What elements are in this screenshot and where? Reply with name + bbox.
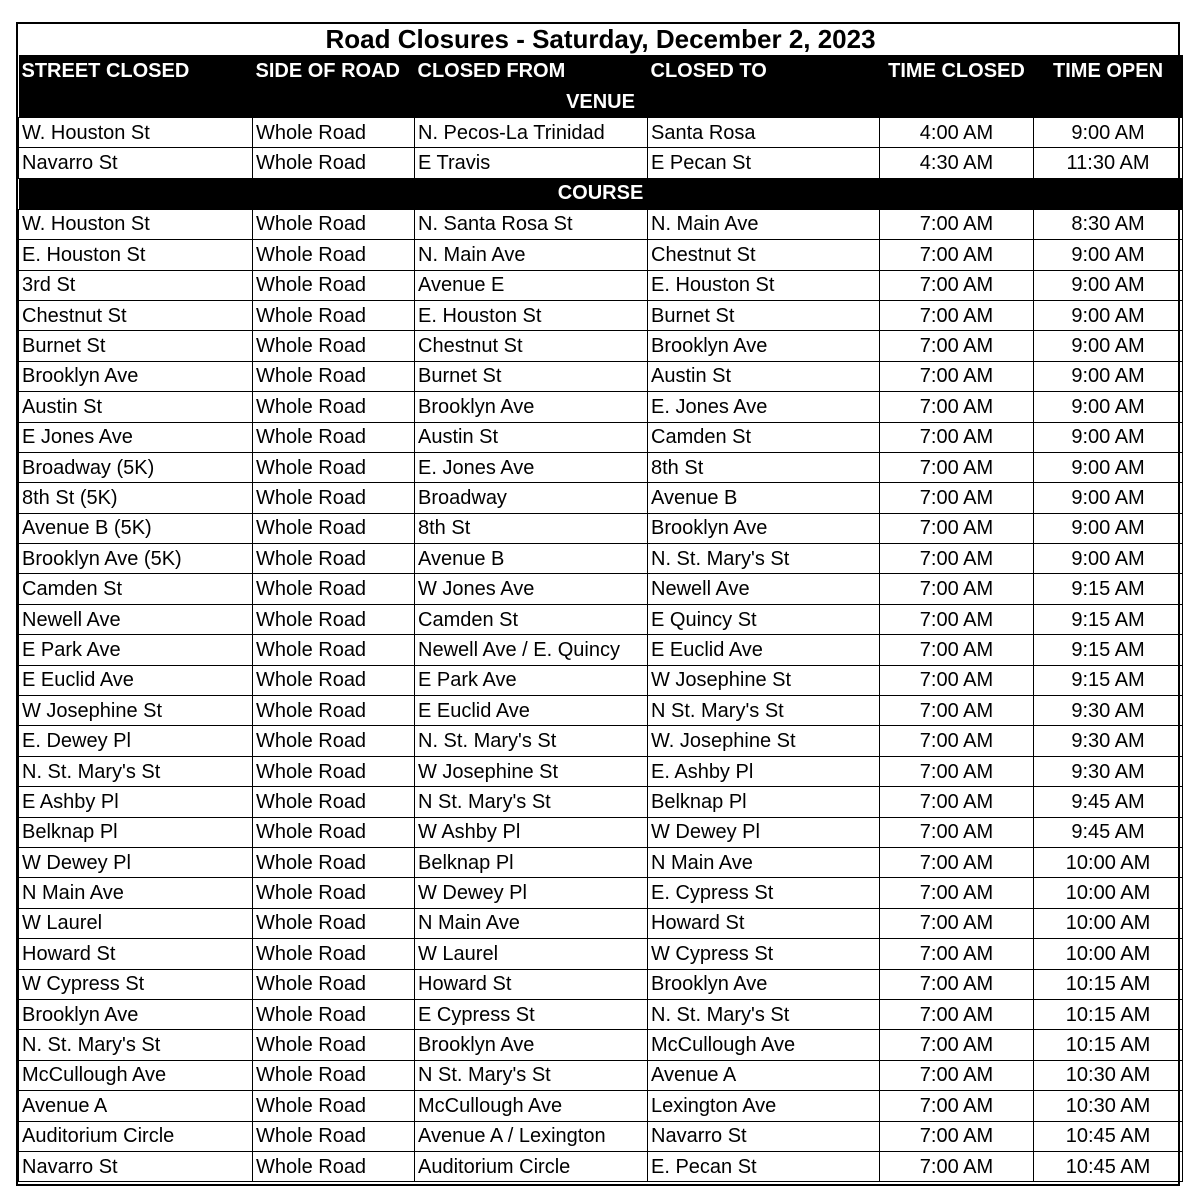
cell-time-closed: 7:00 AM [880, 635, 1034, 665]
cell-street-closed: E Euclid Ave [19, 665, 253, 695]
cell-side-of-road: Whole Road [253, 452, 415, 482]
cell-time-closed: 7:00 AM [880, 574, 1034, 604]
cell-time-closed: 7:00 AM [880, 969, 1034, 999]
cell-time-closed: 7:00 AM [880, 999, 1034, 1029]
cell-time-open: 9:00 AM [1034, 513, 1183, 543]
table-row [19, 118, 1183, 148]
table-row [19, 847, 1183, 877]
cell-time-open: 9:00 AM [1034, 118, 1183, 148]
cell-side-of-road: Whole Road [253, 392, 415, 422]
table-row [19, 148, 1183, 178]
column-header-side-of-road: SIDE OF ROAD [253, 56, 415, 88]
cell-side-of-road: Whole Road [253, 361, 415, 391]
cell-side-of-road: Whole Road [253, 939, 415, 969]
cell-street-closed: 3rd St [19, 270, 253, 300]
cell-closed-to: Navarro St [648, 1121, 880, 1151]
cell-time-closed: 4:00 AM [880, 118, 1034, 148]
cell-street-closed: Burnet St [19, 331, 253, 361]
cell-time-open: 10:45 AM [1034, 1121, 1183, 1151]
cell-street-closed: W Laurel [19, 908, 253, 938]
cell-side-of-road: Whole Road [253, 908, 415, 938]
cell-time-open: 9:00 AM [1034, 240, 1183, 270]
cell-side-of-road: Whole Road [253, 574, 415, 604]
cell-closed-to: Brooklyn Ave [648, 969, 880, 999]
column-header-time-open: TIME OPEN [1034, 56, 1183, 88]
cell-time-open: 8:30 AM [1034, 209, 1183, 239]
cell-side-of-road: Whole Road [253, 787, 415, 817]
cell-closed-to: McCullough Ave [648, 1030, 880, 1060]
cell-closed-to: Newell Ave [648, 574, 880, 604]
cell-street-closed: Brooklyn Ave [19, 361, 253, 391]
cell-time-closed: 7:00 AM [880, 1121, 1034, 1151]
cell-closed-to: Brooklyn Ave [648, 331, 880, 361]
road-closures-table [18, 24, 1183, 1182]
cell-side-of-road: Whole Road [253, 240, 415, 270]
cell-closed-from: W Laurel [415, 939, 648, 969]
cell-time-open: 9:30 AM [1034, 756, 1183, 786]
cell-closed-to: E. Jones Ave [648, 392, 880, 422]
table-row [19, 300, 1183, 330]
cell-street-closed: N Main Ave [19, 878, 253, 908]
cell-time-closed: 7:00 AM [880, 392, 1034, 422]
cell-time-closed: 7:00 AM [880, 726, 1034, 756]
table-row [19, 361, 1183, 391]
cell-street-closed: Navarro St [19, 1151, 253, 1181]
cell-closed-to: Brooklyn Ave [648, 513, 880, 543]
cell-side-of-road: Whole Road [253, 1091, 415, 1121]
cell-closed-from: Belknap Pl [415, 847, 648, 877]
cell-time-open: 10:45 AM [1034, 1151, 1183, 1181]
cell-closed-from: E. Houston St [415, 300, 648, 330]
cell-time-closed: 7:00 AM [880, 756, 1034, 786]
cell-time-closed: 7:00 AM [880, 209, 1034, 239]
cell-street-closed: Belknap Pl [19, 817, 253, 847]
cell-closed-to: W. Josephine St [648, 726, 880, 756]
table-row [19, 270, 1183, 300]
cell-time-open: 9:30 AM [1034, 696, 1183, 726]
cell-time-open: 9:15 AM [1034, 604, 1183, 634]
cell-side-of-road: Whole Road [253, 696, 415, 726]
cell-time-closed: 7:00 AM [880, 270, 1034, 300]
column-header-row [19, 56, 1183, 88]
section-title: COURSE [19, 178, 1183, 209]
table-row [19, 513, 1183, 543]
table-row [19, 544, 1183, 574]
cell-closed-from: E Cypress St [415, 999, 648, 1029]
column-header-closed-from: CLOSED FROM [415, 56, 648, 88]
cell-closed-from: N. Pecos-La Trinidad [415, 118, 648, 148]
cell-time-closed: 7:00 AM [880, 665, 1034, 695]
cell-closed-to: W Dewey Pl [648, 817, 880, 847]
cell-side-of-road: Whole Road [253, 544, 415, 574]
cell-side-of-road: Whole Road [253, 726, 415, 756]
cell-time-closed: 7:00 AM [880, 513, 1034, 543]
table-row [19, 452, 1183, 482]
cell-side-of-road: Whole Road [253, 1060, 415, 1090]
cell-time-open: 9:00 AM [1034, 422, 1183, 452]
table-row [19, 756, 1183, 786]
cell-street-closed: E. Dewey Pl [19, 726, 253, 756]
cell-street-closed: N. St. Mary's St [19, 1030, 253, 1060]
cell-time-open: 9:00 AM [1034, 392, 1183, 422]
cell-closed-from: Newell Ave / E. Quincy [415, 635, 648, 665]
cell-street-closed: Newell Ave [19, 604, 253, 634]
cell-street-closed: E Jones Ave [19, 422, 253, 452]
cell-closed-from: Avenue E [415, 270, 648, 300]
cell-closed-from: Brooklyn Ave [415, 1030, 648, 1060]
cell-closed-to: E Quincy St [648, 604, 880, 634]
cell-closed-from: N. St. Mary's St [415, 726, 648, 756]
table-row [19, 483, 1183, 513]
table-row [19, 240, 1183, 270]
cell-closed-to: N Main Ave [648, 847, 880, 877]
cell-closed-to: Austin St [648, 361, 880, 391]
cell-closed-from: Avenue A / Lexington [415, 1121, 648, 1151]
cell-time-closed: 7:00 AM [880, 240, 1034, 270]
cell-closed-from: N St. Mary's St [415, 787, 648, 817]
table-row [19, 331, 1183, 361]
cell-closed-from: Auditorium Circle [415, 1151, 648, 1181]
cell-side-of-road: Whole Road [253, 483, 415, 513]
cell-street-closed: W Cypress St [19, 969, 253, 999]
cell-side-of-road: Whole Road [253, 665, 415, 695]
table-row [19, 574, 1183, 604]
cell-closed-from: E Euclid Ave [415, 696, 648, 726]
cell-street-closed: Broadway (5K) [19, 452, 253, 482]
cell-closed-from: E. Jones Ave [415, 452, 648, 482]
cell-closed-from: E Park Ave [415, 665, 648, 695]
cell-closed-to: E. Pecan St [648, 1151, 880, 1181]
cell-time-open: 9:00 AM [1034, 300, 1183, 330]
cell-time-open: 10:00 AM [1034, 939, 1183, 969]
cell-closed-to: N. Main Ave [648, 209, 880, 239]
cell-side-of-road: Whole Road [253, 1030, 415, 1060]
cell-side-of-road: Whole Road [253, 999, 415, 1029]
cell-closed-to: 8th St [648, 452, 880, 482]
cell-closed-to: E. Houston St [648, 270, 880, 300]
cell-time-open: 9:00 AM [1034, 483, 1183, 513]
cell-side-of-road: Whole Road [253, 118, 415, 148]
cell-closed-from: Brooklyn Ave [415, 392, 648, 422]
cell-closed-to: W Cypress St [648, 939, 880, 969]
cell-time-open: 10:15 AM [1034, 999, 1183, 1029]
cell-time-closed: 7:00 AM [880, 787, 1034, 817]
cell-side-of-road: Whole Road [253, 270, 415, 300]
table-row [19, 392, 1183, 422]
cell-street-closed: Austin St [19, 392, 253, 422]
cell-side-of-road: Whole Road [253, 1121, 415, 1151]
cell-time-closed: 7:00 AM [880, 361, 1034, 391]
cell-closed-to: Lexington Ave [648, 1091, 880, 1121]
cell-time-open: 10:30 AM [1034, 1060, 1183, 1090]
cell-time-closed: 7:00 AM [880, 817, 1034, 847]
road-closures-sheet [16, 22, 1180, 1186]
cell-closed-from: W Jones Ave [415, 574, 648, 604]
cell-side-of-road: Whole Road [253, 209, 415, 239]
cell-closed-to: Chestnut St [648, 240, 880, 270]
cell-side-of-road: Whole Road [253, 847, 415, 877]
cell-closed-from: Avenue B [415, 544, 648, 574]
cell-closed-to: N St. Mary's St [648, 696, 880, 726]
table-row [19, 969, 1183, 999]
cell-street-closed: Brooklyn Ave (5K) [19, 544, 253, 574]
table-row [19, 1030, 1183, 1060]
table-row [19, 422, 1183, 452]
column-header-time-closed: TIME CLOSED [880, 56, 1034, 88]
cell-time-open: 9:30 AM [1034, 726, 1183, 756]
cell-closed-from: N St. Mary's St [415, 1060, 648, 1090]
cell-time-closed: 7:00 AM [880, 544, 1034, 574]
cell-time-closed: 7:00 AM [880, 878, 1034, 908]
table-row [19, 209, 1183, 239]
cell-closed-from: Chestnut St [415, 331, 648, 361]
cell-time-closed: 7:00 AM [880, 452, 1034, 482]
table-row [19, 1121, 1183, 1151]
cell-street-closed: N. St. Mary's St [19, 756, 253, 786]
cell-time-open: 10:15 AM [1034, 1030, 1183, 1060]
cell-side-of-road: Whole Road [253, 300, 415, 330]
page-title: Road Closures - Saturday, December 2, 2023 [19, 24, 1183, 56]
cell-time-closed: 7:00 AM [880, 696, 1034, 726]
cell-closed-to: Belknap Pl [648, 787, 880, 817]
table-row [19, 999, 1183, 1029]
cell-time-closed: 7:00 AM [880, 1151, 1034, 1181]
table-row [19, 726, 1183, 756]
cell-time-open: 10:00 AM [1034, 878, 1183, 908]
cell-time-closed: 7:00 AM [880, 908, 1034, 938]
cell-street-closed: E. Houston St [19, 240, 253, 270]
table-row [19, 878, 1183, 908]
cell-side-of-road: Whole Road [253, 331, 415, 361]
cell-time-open: 10:00 AM [1034, 908, 1183, 938]
table-row [19, 1151, 1183, 1181]
table-body [19, 87, 1183, 1182]
cell-street-closed: 8th St (5K) [19, 483, 253, 513]
cell-closed-from: Austin St [415, 422, 648, 452]
cell-closed-from: E Travis [415, 148, 648, 178]
cell-time-open: 9:00 AM [1034, 452, 1183, 482]
cell-side-of-road: Whole Road [253, 817, 415, 847]
cell-closed-from: W Dewey Pl [415, 878, 648, 908]
cell-time-open: 9:00 AM [1034, 361, 1183, 391]
cell-side-of-road: Whole Road [253, 148, 415, 178]
table-row [19, 635, 1183, 665]
cell-time-open: 9:00 AM [1034, 544, 1183, 574]
cell-time-closed: 7:00 AM [880, 1091, 1034, 1121]
cell-closed-to: E Pecan St [648, 148, 880, 178]
cell-side-of-road: Whole Road [253, 878, 415, 908]
cell-closed-from: N Main Ave [415, 908, 648, 938]
table-row [19, 1091, 1183, 1121]
column-header-street-closed: STREET CLOSED [19, 56, 253, 88]
cell-street-closed: Avenue A [19, 1091, 253, 1121]
cell-closed-to: E. Ashby Pl [648, 756, 880, 786]
cell-closed-to: E Euclid Ave [648, 635, 880, 665]
cell-closed-from: McCullough Ave [415, 1091, 648, 1121]
cell-street-closed: Brooklyn Ave [19, 999, 253, 1029]
cell-time-open: 10:15 AM [1034, 969, 1183, 999]
cell-street-closed: Navarro St [19, 148, 253, 178]
section-title: VENUE [19, 87, 1183, 118]
cell-time-open: 9:45 AM [1034, 787, 1183, 817]
cell-closed-to: N. St. Mary's St [648, 544, 880, 574]
cell-closed-to: N. St. Mary's St [648, 999, 880, 1029]
cell-time-open: 9:45 AM [1034, 817, 1183, 847]
cell-time-open: 9:00 AM [1034, 270, 1183, 300]
cell-time-closed: 7:00 AM [880, 939, 1034, 969]
cell-time-closed: 7:00 AM [880, 331, 1034, 361]
section-header-row [19, 178, 1183, 209]
cell-street-closed: Camden St [19, 574, 253, 604]
table-row [19, 604, 1183, 634]
cell-street-closed: W Dewey Pl [19, 847, 253, 877]
cell-street-closed: W. Houston St [19, 118, 253, 148]
table-row [19, 665, 1183, 695]
table-row [19, 939, 1183, 969]
table-row [19, 817, 1183, 847]
cell-time-closed: 7:00 AM [880, 604, 1034, 634]
cell-street-closed: Auditorium Circle [19, 1121, 253, 1151]
cell-time-open: 9:15 AM [1034, 665, 1183, 695]
cell-side-of-road: Whole Road [253, 604, 415, 634]
cell-closed-from: N. Main Ave [415, 240, 648, 270]
cell-closed-to: Santa Rosa [648, 118, 880, 148]
cell-closed-to: E. Cypress St [648, 878, 880, 908]
cell-street-closed: E Park Ave [19, 635, 253, 665]
cell-closed-to: Camden St [648, 422, 880, 452]
cell-side-of-road: Whole Road [253, 1151, 415, 1181]
cell-closed-from: 8th St [415, 513, 648, 543]
column-header-closed-to: CLOSED TO [648, 56, 880, 88]
table-row [19, 787, 1183, 817]
cell-closed-to: Avenue A [648, 1060, 880, 1090]
cell-side-of-road: Whole Road [253, 969, 415, 999]
cell-time-closed: 7:00 AM [880, 422, 1034, 452]
cell-side-of-road: Whole Road [253, 422, 415, 452]
table-row [19, 1060, 1183, 1090]
cell-time-open: 9:15 AM [1034, 635, 1183, 665]
cell-side-of-road: Whole Road [253, 635, 415, 665]
cell-time-open: 9:00 AM [1034, 331, 1183, 361]
cell-closed-from: Burnet St [415, 361, 648, 391]
cell-street-closed: Avenue B (5K) [19, 513, 253, 543]
cell-time-closed: 7:00 AM [880, 300, 1034, 330]
cell-closed-from: W Josephine St [415, 756, 648, 786]
table-row [19, 908, 1183, 938]
cell-closed-to: Avenue B [648, 483, 880, 513]
cell-closed-from: Howard St [415, 969, 648, 999]
cell-time-closed: 7:00 AM [880, 1060, 1034, 1090]
cell-time-closed: 7:00 AM [880, 1030, 1034, 1060]
cell-time-closed: 7:00 AM [880, 483, 1034, 513]
cell-closed-from: Camden St [415, 604, 648, 634]
cell-closed-from: Broadway [415, 483, 648, 513]
cell-time-open: 11:30 AM [1034, 148, 1183, 178]
cell-time-closed: 7:00 AM [880, 847, 1034, 877]
cell-time-open: 9:15 AM [1034, 574, 1183, 604]
cell-time-closed: 4:30 AM [880, 148, 1034, 178]
cell-closed-from: W Ashby Pl [415, 817, 648, 847]
cell-time-open: 10:30 AM [1034, 1091, 1183, 1121]
cell-street-closed: Howard St [19, 939, 253, 969]
cell-street-closed: W. Houston St [19, 209, 253, 239]
cell-time-open: 10:00 AM [1034, 847, 1183, 877]
section-header-row [19, 87, 1183, 118]
cell-street-closed: McCullough Ave [19, 1060, 253, 1090]
cell-closed-from: N. Santa Rosa St [415, 209, 648, 239]
cell-street-closed: W Josephine St [19, 696, 253, 726]
cell-street-closed: Chestnut St [19, 300, 253, 330]
cell-side-of-road: Whole Road [253, 756, 415, 786]
cell-closed-to: Howard St [648, 908, 880, 938]
title-row [19, 24, 1183, 56]
table-row [19, 696, 1183, 726]
cell-side-of-road: Whole Road [253, 513, 415, 543]
cell-closed-to: W Josephine St [648, 665, 880, 695]
cell-closed-to: Burnet St [648, 300, 880, 330]
cell-street-closed: E Ashby Pl [19, 787, 253, 817]
